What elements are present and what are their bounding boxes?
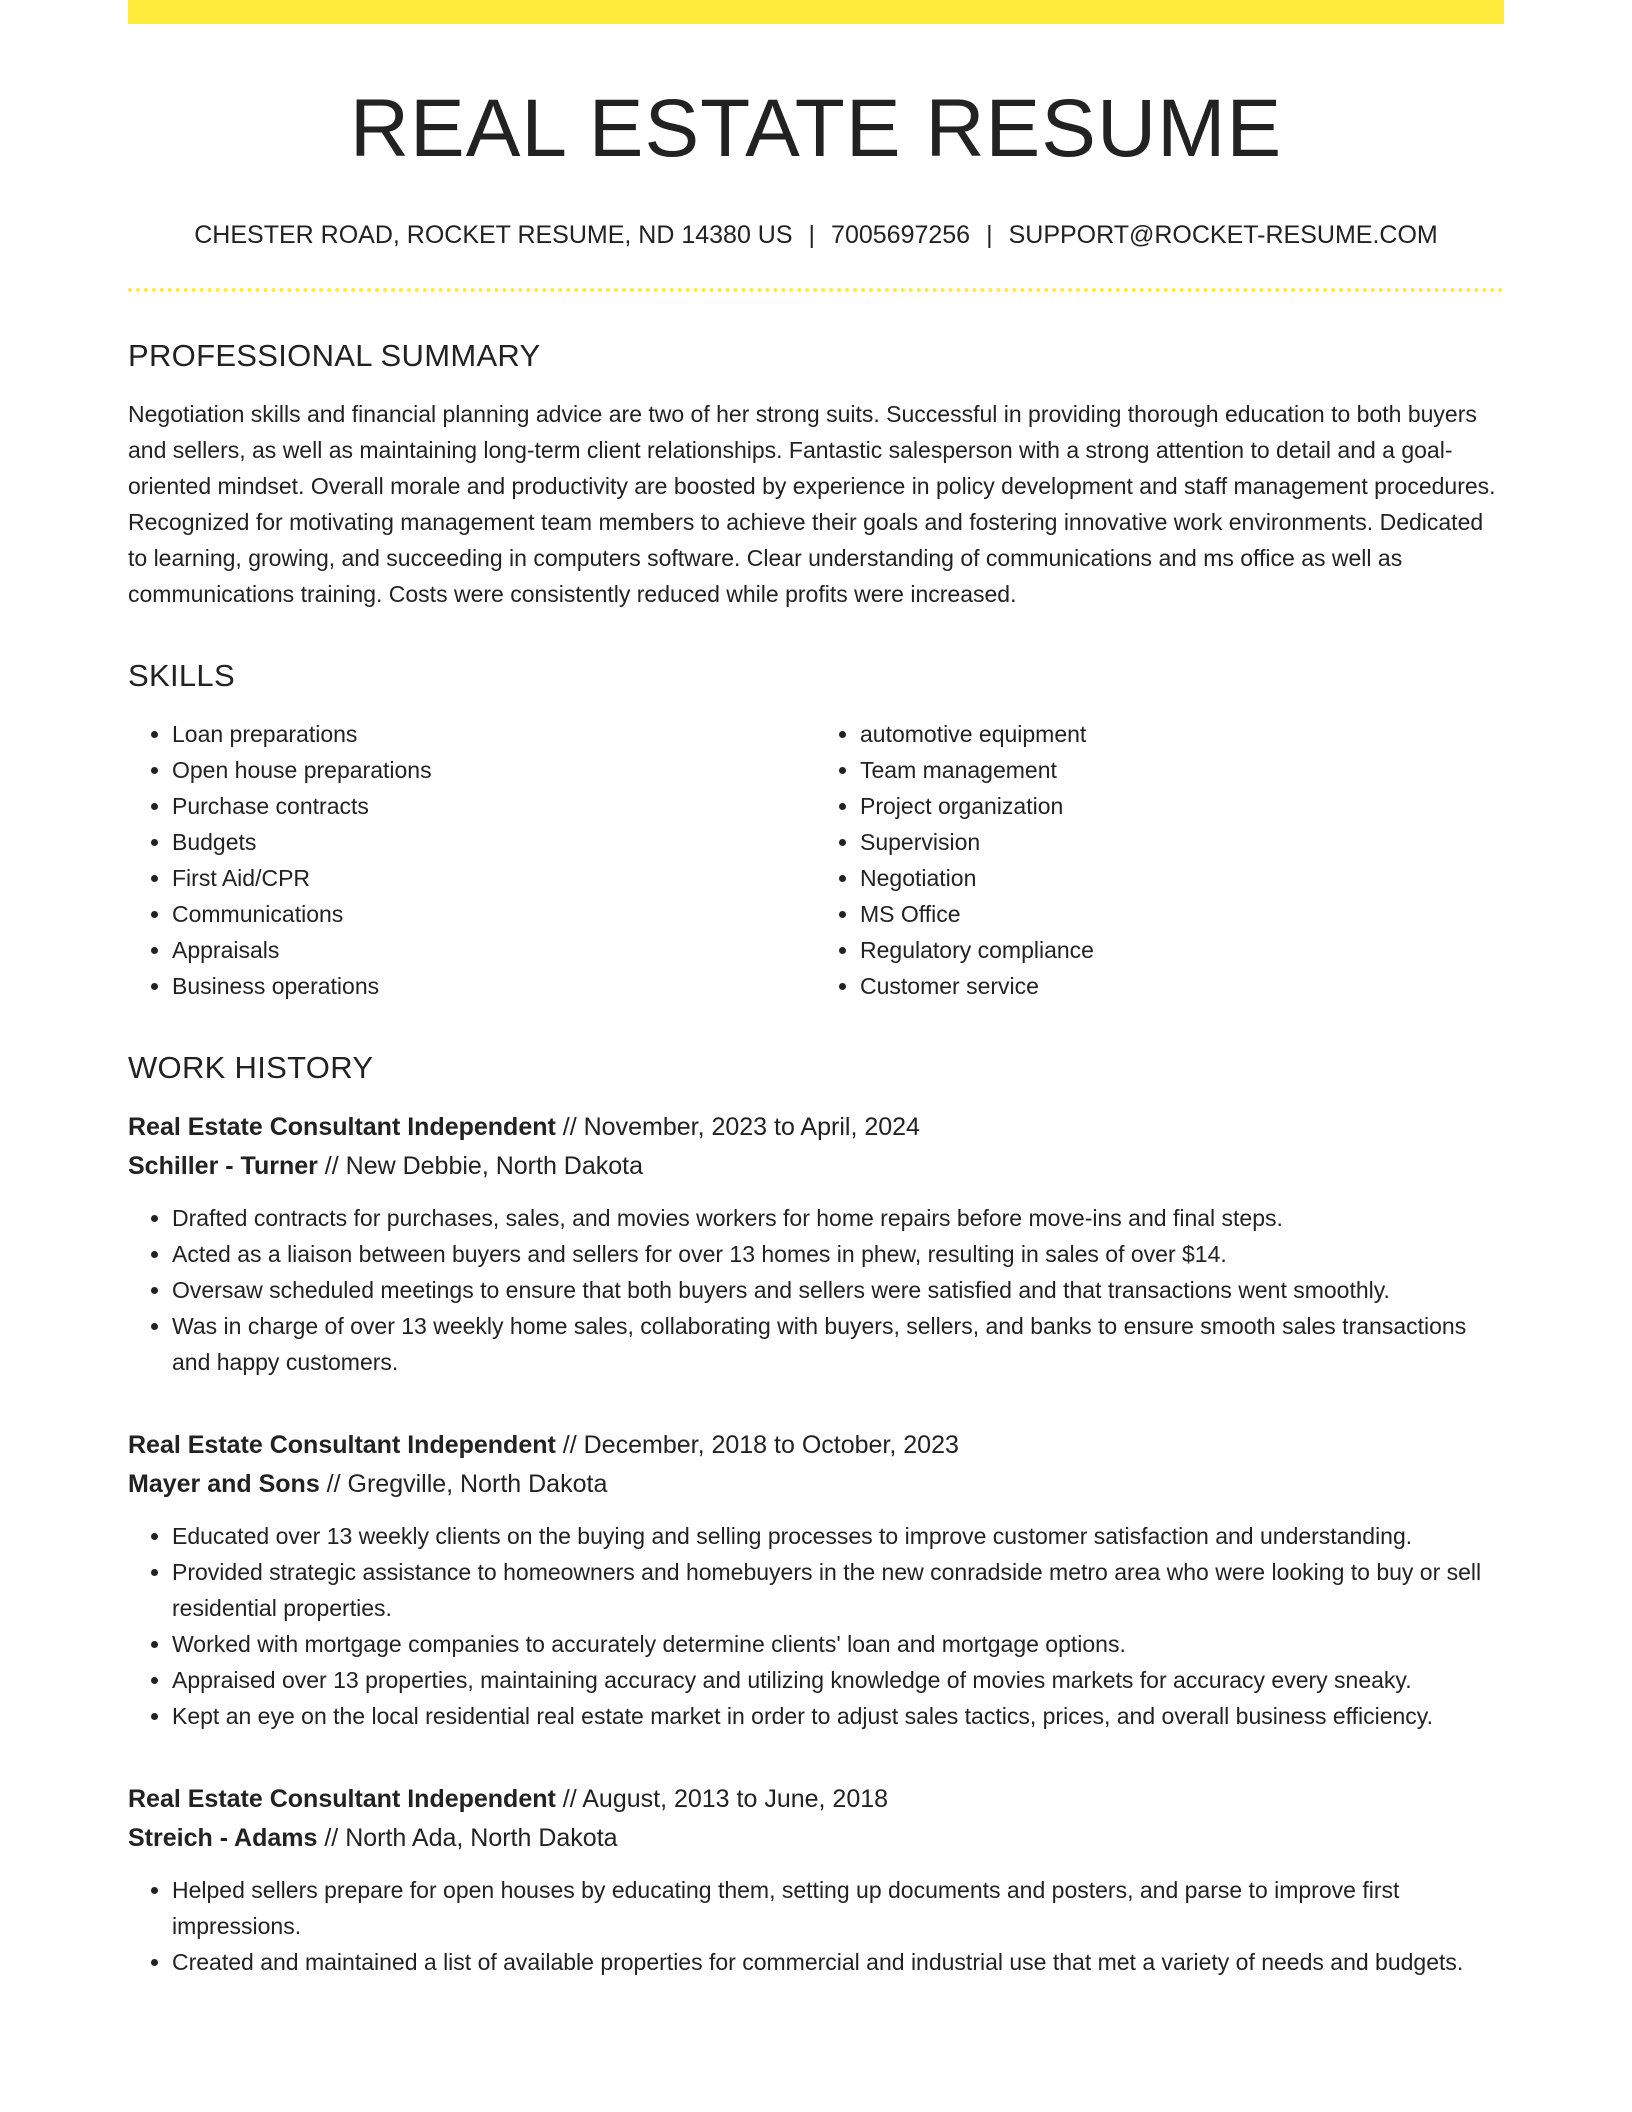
resume-page	[128, 0, 1504, 2026]
job-bullet: • Was in charge of over 13 weekly home sales, collaborating with buyers, sellers, and banks to ensure smooth sales transactions and happy customers.	[172, 1308, 1504, 1380]
skill-item: • Appraisals	[172, 932, 816, 968]
skill-item: • Customer service	[860, 968, 1504, 1004]
job-company: Streich - Adams	[128, 1824, 318, 1853]
contact-address: CHESTER ROAD, ROCKET RESUME, ND 14380 US	[194, 221, 793, 250]
skills-list	[128, 716, 1504, 1004]
skills-column-left	[128, 716, 816, 1004]
job-bullets	[128, 1872, 1504, 1980]
summary-heading: PROFESSIONAL SUMMARY	[128, 338, 541, 374]
job-bullet: • Appraised over 13 properties, maintaining accuracy and utilizing knowledge of movies markets for accuracy every sneaky.	[172, 1662, 1504, 1698]
job-entry	[128, 1780, 1504, 1980]
skill-item: • Team management	[860, 752, 1504, 788]
job-bullet: • Kept an eye on the local residential real estate market in order to adjust sales tactics, prices, and overall business efficiency.	[172, 1698, 1504, 1734]
skill-item: • Communications	[172, 896, 816, 932]
job-company: Mayer and Sons	[128, 1470, 320, 1499]
skill-item: • Supervision	[860, 824, 1504, 860]
skill-item: • Project organization	[860, 788, 1504, 824]
job-company: Schiller - Turner	[128, 1152, 318, 1181]
job-bullet: • Created and maintained a list of available properties for commercial and industrial use that met a variety of needs and budgets.	[172, 1944, 1504, 1980]
job-title-line	[128, 1108, 1504, 1147]
skill-item: • Business operations	[172, 968, 816, 1004]
job-bullet: • Drafted contracts for purchases, sales, and movies workers for home repairs before move-ins and final steps.	[172, 1200, 1504, 1236]
job-entry	[128, 1426, 1504, 1734]
job-location: // North Ada, North Dakota	[317, 1824, 618, 1853]
skill-item: • Regulatory compliance	[860, 932, 1504, 968]
contact-separator: |	[986, 221, 993, 250]
skills-heading: SKILLS	[128, 658, 235, 694]
job-bullet: • Oversaw scheduled meetings to ensure that both buyers and sellers were satisfied and that transactions went smoothly.	[172, 1272, 1504, 1308]
accent-bar	[128, 0, 1504, 24]
job-bullet: • Provided strategic assistance to homeowners and homebuyers in the new conradside metro area who were looking to buy or sell residential properties.	[172, 1554, 1504, 1626]
job-company-line	[128, 1819, 1504, 1858]
work-history-heading: WORK HISTORY	[128, 1050, 374, 1086]
contact-email: SUPPORT@ROCKET-RESUME.COM	[1008, 221, 1438, 250]
job-location: // Gregville, North Dakota	[319, 1470, 608, 1499]
contact-line	[128, 220, 1504, 250]
job-title-line	[128, 1426, 1504, 1465]
job-location: // New Debbie, North Dakota	[317, 1152, 644, 1181]
job-bullet: • Acted as a liaison between buyers and sellers for over 13 homes in phew, resulting in sales of over $14.	[172, 1236, 1504, 1272]
contact-separator: |	[808, 221, 816, 250]
skill-item: • First Aid/CPR	[172, 860, 816, 896]
job-entry	[128, 1108, 1504, 1380]
job-dates: // August, 2013 to June, 2018	[555, 1785, 889, 1814]
job-role: Real Estate Consultant Independent	[128, 1785, 556, 1814]
job-title-line	[128, 1780, 1504, 1819]
job-bullets	[128, 1518, 1504, 1734]
skill-item: • Open house preparations	[172, 752, 816, 788]
skill-item: • Purchase contracts	[172, 788, 816, 824]
job-bullet: • Educated over 13 weekly clients on the buying and selling processes to improve customer satisfaction and understanding.	[172, 1518, 1504, 1554]
job-bullet: • Helped sellers prepare for open houses by educating them, setting up documents and posters, and parse to improve first impressions.	[172, 1872, 1504, 1944]
job-role: Real Estate Consultant Independent	[128, 1431, 556, 1460]
resume-title: REAL ESTATE RESUME	[349, 83, 1283, 174]
summary-text: Negotiation skills and financial planning advice are two of her strong suits. Successful in providing thorough education to both buyers and sellers, as well as maintaining long-term client relationships. Fantastic salesperson with a strong attention to detail and a goal-oriented mindset. Overall morale and productivity are boosted by experience in policy development and staff management procedures. Recognized for motivating management team members to achieve their goals and fostering innovative work environments. Dedicated to learning, growing, and succeeding in computers software. Clear understanding of communications and ms office as well as communications training. Costs were consistently reduced while profits were increased.	[128, 401, 1496, 608]
job-bullet: • Worked with mortgage companies to accurately determine clients' loan and mortgage options.	[172, 1626, 1504, 1662]
job-company-line	[128, 1465, 1504, 1504]
job-dates: // December, 2018 to October, 2023	[555, 1431, 959, 1460]
skill-item: • Loan preparations	[172, 716, 816, 752]
job-role: Real Estate Consultant Independent	[128, 1113, 556, 1142]
job-dates: // November, 2023 to April, 2024	[555, 1113, 920, 1142]
job-company-line	[128, 1147, 1504, 1186]
skill-item: • MS Office	[860, 896, 1504, 932]
job-bullets	[128, 1200, 1504, 1380]
dotted-divider	[128, 288, 1504, 292]
skill-item: • Negotiation	[860, 860, 1504, 896]
skills-column-right	[816, 716, 1504, 1004]
contact-phone: 7005697256	[831, 221, 971, 250]
skill-item: • Budgets	[172, 824, 816, 860]
skill-item: • automotive equipment	[860, 716, 1504, 752]
